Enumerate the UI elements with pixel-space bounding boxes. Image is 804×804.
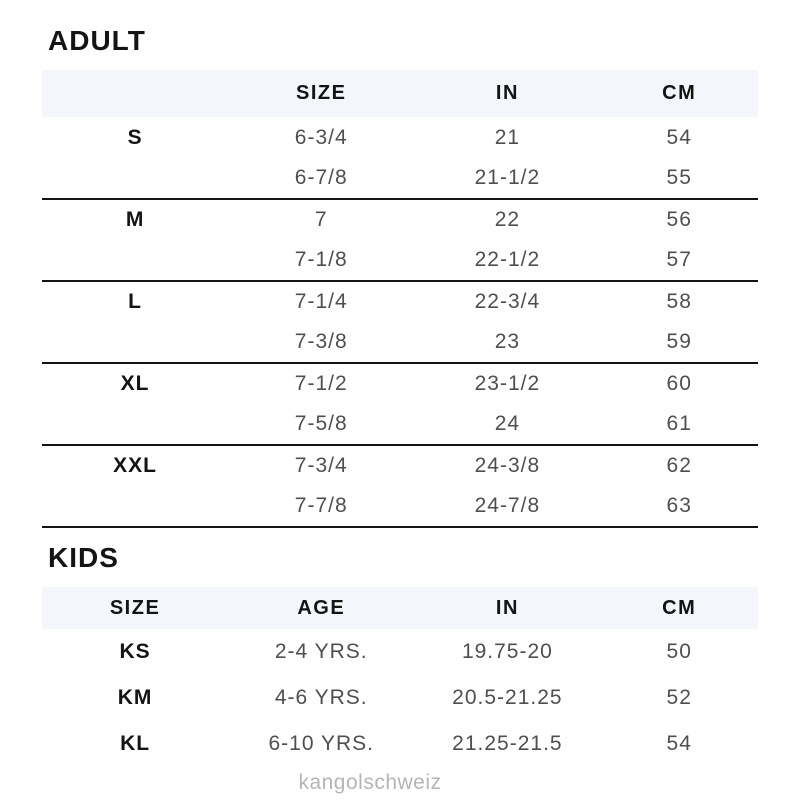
header-row [42, 587, 758, 629]
blank-header-cell [42, 70, 228, 117]
hat-size-cell: 7 [314, 208, 328, 231]
kids-size-table [42, 587, 758, 767]
hat-size-cell: 7-1/2 [294, 372, 348, 395]
hat-size-cell: 7-3/8 [228, 322, 414, 363]
hat-size-cell: 6-3/4 [294, 125, 348, 149]
size-label-cell [42, 404, 228, 445]
table-row [42, 675, 758, 721]
cm-cell: 59 [600, 322, 758, 363]
cm-header-cell: CM [600, 587, 758, 629]
size-label-cell: L [128, 290, 142, 313]
inches-header-cell: IN [414, 587, 600, 629]
adult-size-table [42, 70, 758, 528]
size-label-cell [42, 240, 228, 281]
kids-table-header [42, 587, 758, 629]
cm-cell: 52 [666, 686, 692, 709]
table-row [42, 322, 758, 363]
inches-cell: 22-3/4 [474, 290, 541, 313]
age-cell: 6-10 YRS. [268, 732, 374, 755]
inches-cell: 21.25-21.5 [452, 732, 563, 755]
inches-cell: 22-1/2 [414, 240, 600, 281]
cm-cell: 50 [666, 640, 692, 663]
table-row [42, 158, 758, 199]
inches-cell: 24 [414, 404, 600, 445]
cm-cell: 54 [666, 732, 692, 755]
table-row [42, 445, 758, 486]
hat-size-cell: 7-5/8 [228, 404, 414, 445]
header-row [42, 70, 758, 117]
size-label-cell: S [127, 125, 143, 149]
table-row [42, 240, 758, 281]
inches-cell: 21 [494, 125, 521, 149]
table-row [42, 199, 758, 240]
inches-cell: 22 [494, 208, 521, 231]
cm-cell: 56 [666, 208, 692, 231]
table-row [42, 281, 758, 322]
size-label-cell: M [125, 208, 145, 231]
table-row [42, 629, 758, 675]
inches-header-cell: IN [414, 70, 600, 117]
hat-size-cell: 7-3/4 [294, 454, 348, 477]
inches-cell: 21-1/2 [414, 158, 600, 199]
watermark: kangolschweiz [298, 771, 442, 794]
cm-cell: 58 [666, 290, 692, 313]
hat-size-cell: 6-7/8 [228, 158, 414, 199]
cm-cell: 62 [666, 454, 692, 477]
size-label-cell [42, 322, 228, 363]
size-label-cell: XXL [113, 454, 157, 477]
inches-cell: 24-3/8 [474, 454, 541, 477]
cm-cell: 61 [600, 404, 758, 445]
inches-cell: 19.75-20 [461, 640, 553, 663]
cm-cell: 55 [600, 158, 758, 199]
cm-cell: 57 [600, 240, 758, 281]
hat-size-cell: 7-1/8 [228, 240, 414, 281]
inches-cell: 24-7/8 [414, 486, 600, 527]
table-row [42, 117, 758, 158]
adult-table-header [42, 70, 758, 117]
size-label-cell [42, 486, 228, 527]
size-header-cell: SIZE [228, 70, 414, 117]
cm-cell: 54 [666, 125, 692, 149]
adult-section-title: ADULT [48, 25, 146, 56]
kids-size-label-cell: KS [119, 640, 151, 663]
inches-cell: 23-1/2 [474, 372, 541, 395]
size-label-cell: XL [120, 372, 150, 395]
hat-size-cell: 7-7/8 [228, 486, 414, 527]
table-row [42, 721, 758, 767]
size-header-cell: SIZE [42, 587, 228, 629]
cm-cell: 60 [666, 372, 692, 395]
age-header-cell: AGE [228, 587, 414, 629]
cm-header-cell: CM [600, 70, 758, 117]
kids-section-title: KIDS [48, 542, 119, 573]
size-label-cell [42, 158, 228, 199]
cm-cell: 63 [600, 486, 758, 527]
table-row [42, 486, 758, 527]
kids-size-label-cell: KL [120, 732, 151, 755]
inches-cell: 23 [414, 322, 600, 363]
table-row [42, 363, 758, 404]
hat-size-cell: 7-1/4 [294, 290, 348, 313]
kids-size-label-cell: KM [117, 686, 153, 709]
inches-cell: 20.5-21.25 [452, 686, 563, 709]
table-row [42, 404, 758, 445]
age-cell: 2-4 YRS. [274, 640, 368, 663]
age-cell: 4-6 YRS. [274, 686, 368, 709]
